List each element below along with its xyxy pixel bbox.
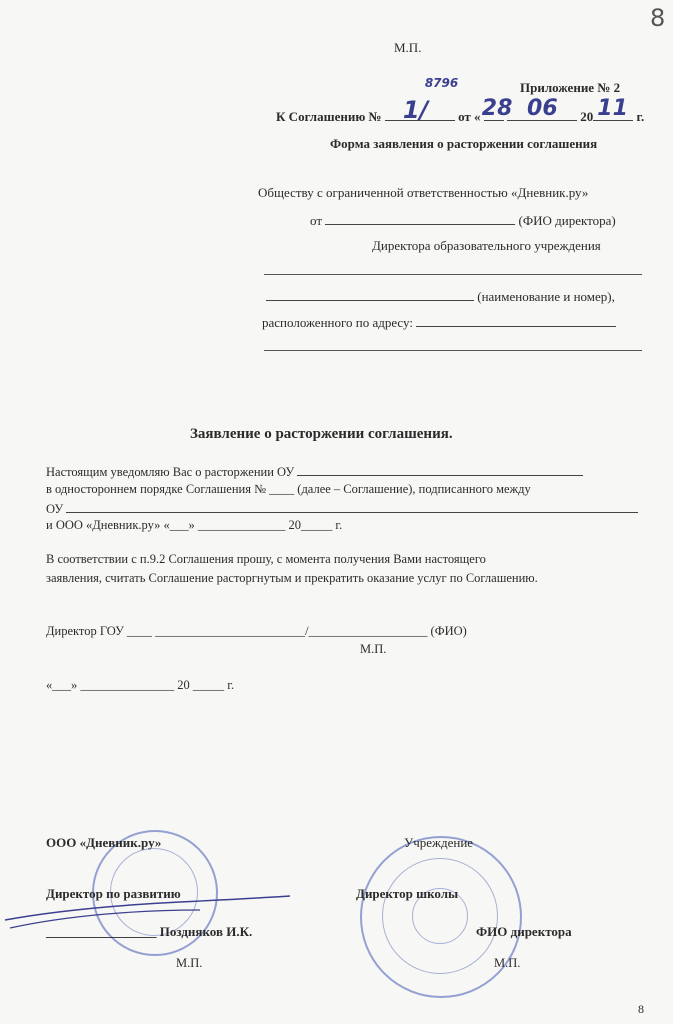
right-title: Директор школы xyxy=(356,886,459,901)
address-line-5 xyxy=(266,288,615,305)
agreement-year: 11 xyxy=(597,96,628,121)
agreement-ref-prefix: К Соглашению № xyxy=(276,109,382,124)
body-p1-line4: и ООО «Дневник.ру» «___» ______________ 20_____ г. xyxy=(46,518,343,532)
day-field xyxy=(481,96,513,121)
left-mp: М.П. xyxy=(176,956,203,970)
director-signature-line: Директор ГОУ ____ ________________________/___________________ (ФИО) xyxy=(46,624,467,638)
address-blank-line-4 xyxy=(264,274,642,275)
mp-top: М.П. xyxy=(394,40,422,55)
appendix-title: Приложение № 2 xyxy=(520,80,621,95)
director-name-hint: (ФИО директора) xyxy=(518,213,616,228)
body-p1-line3-text: ОУ xyxy=(46,502,64,516)
signature-scribble xyxy=(0,880,300,940)
page-number: 8 xyxy=(638,1002,644,1016)
agreement-number-field xyxy=(385,76,459,124)
address-line-6 xyxy=(262,314,616,331)
ou-name-field-2 xyxy=(66,500,638,513)
address-line-1: Обществу с ограниченной ответственностью «Дневник.ру» xyxy=(258,185,589,200)
school-stamp xyxy=(360,836,522,998)
agreement-from: от « xyxy=(458,109,481,124)
address-label: расположенного по адресу: xyxy=(262,315,413,330)
agreement-number-extra: 8796 xyxy=(424,76,459,90)
school-name-hint: (наименование и номер), xyxy=(477,289,615,304)
month-field xyxy=(507,96,577,121)
address-line-2 xyxy=(310,212,616,229)
agreement-day: 28 xyxy=(481,96,513,121)
handwritten-page-number: 8 xyxy=(650,4,666,32)
body-p2-line1: В соответствии с п.9.2 Соглашения прошу, с момента получения Вами настоящего xyxy=(46,552,486,566)
ou-name-field xyxy=(297,463,583,476)
body-p1-line1 xyxy=(46,463,583,480)
left-title: Директор по развитию xyxy=(46,886,181,901)
address-line-3: Директора образовательного учреждения xyxy=(372,238,601,253)
body-p1-line3 xyxy=(46,500,638,517)
year-prefix: 20 xyxy=(580,109,594,124)
year-field xyxy=(593,96,633,121)
date-line: «___» _______________ 20 _____ г. xyxy=(46,678,235,692)
left-org: ООО «Дневник.ру» xyxy=(46,835,162,850)
right-name: ФИО директора xyxy=(476,924,572,939)
left-name: _________________ Поздняков И.К. xyxy=(46,924,253,939)
director-name-field xyxy=(325,212,515,225)
body-p1-line2: в одностороннем порядке Соглашения № ____ (далее – Соглашение), подписанного между xyxy=(46,482,531,496)
statement-title: Заявление о расторжении соглашения. xyxy=(190,426,453,442)
right-mp: М.П. xyxy=(494,956,521,970)
school-name-field xyxy=(266,288,474,301)
year-end: г. xyxy=(636,109,645,124)
agreement-month: 06 xyxy=(527,96,558,121)
body-p2-line2: заявления, считать Соглашение расторгнутым и прекратить оказание услуг по Соглашению. xyxy=(46,571,538,585)
address-field xyxy=(416,314,616,327)
form-title: Форма заявления о расторжении соглашения xyxy=(330,136,598,151)
agreement-number: 1/ xyxy=(402,96,429,124)
body-p1-line1-text: Настоящим уведомляю Вас о расторжении ОУ xyxy=(46,465,295,479)
address-blank-line-7 xyxy=(264,350,642,351)
address-from-label: от xyxy=(310,213,323,228)
right-org: Учреждение xyxy=(404,835,474,850)
director-mp: М.П. xyxy=(360,642,387,656)
